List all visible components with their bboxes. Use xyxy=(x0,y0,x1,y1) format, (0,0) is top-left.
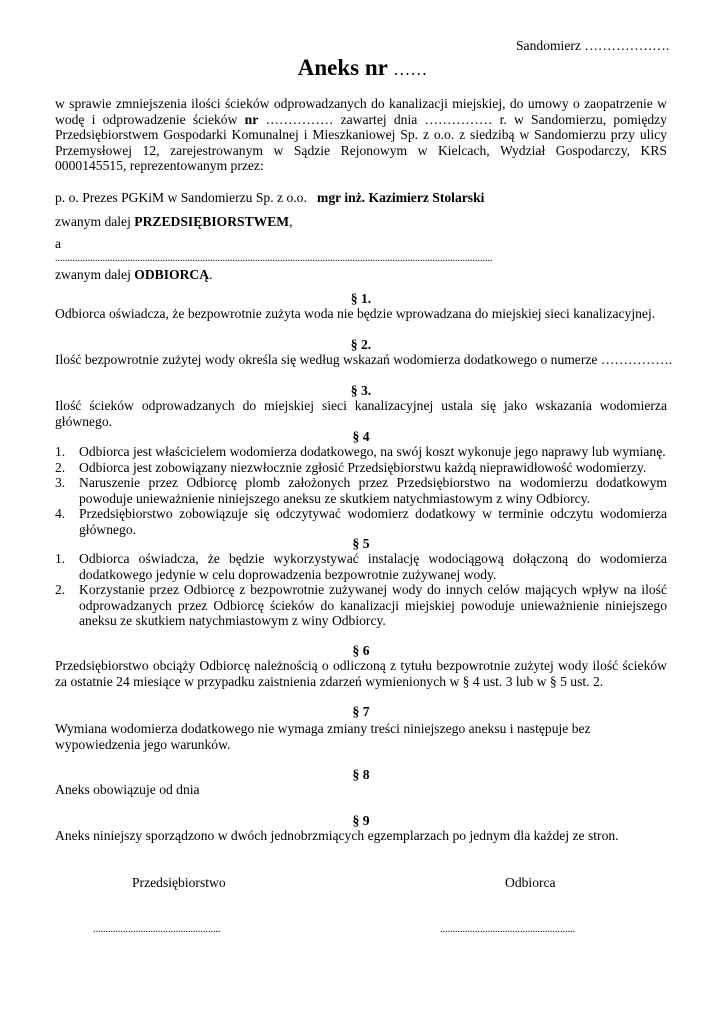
section-4-list xyxy=(55,444,667,538)
representative-role: p. o. Prezes PGKiM w Sandomierzu Sp. z o.o. xyxy=(55,190,307,205)
section-1-heading: § 1. xyxy=(350,291,372,306)
list-item xyxy=(55,460,667,476)
section-5-list xyxy=(55,551,667,629)
list-item-text: Korzystanie przez Odbiorcę z bezpowrotnie zużywanej wody do innych celów mających wpływ na ilość odprowadzanych przez Odbiorcę ścieków do kanalizacji miejskiej powoduje unieważnienie niniejszego aneksu ze skutkiem natychmiastowym z winy Odbiorcy. xyxy=(79,582,667,629)
signature-line-right: ...................................................... xyxy=(440,924,575,935)
list-item xyxy=(55,444,667,460)
party1-suffix: , xyxy=(289,214,293,229)
list-item-text: Przedsiębiorstwo zobowiązuje się odczytywać wodomierz dodatkowy w terminie odczytu wodomierza głównego. xyxy=(79,506,667,537)
section-2-heading: § 2. xyxy=(350,337,372,352)
list-item-number: 4. xyxy=(55,506,66,522)
title-number-blank: …… xyxy=(393,60,428,79)
section-6-text: Przedsiębiorstwo obciąży Odbiorcę należnością o odliczoną z tytułu bezpowrotnie zużytej wody ilość ścieków za ostatnie 24 miesiące w przypadku zaistnienia zdarzeń wymienionych w § 4 ust. 3 lub w § 5 ust. 2. xyxy=(55,658,667,689)
party2-line xyxy=(55,267,667,283)
list-item-text: Naruszenie przez Odbiorcę plomb założonych przez Przedsiębiorstwo na wodomierzu dodatkowym powoduje unieważnienie niniejszego aneksu ze skutkiem natychmiastowym z winy Odbiorcy. xyxy=(79,475,667,506)
representative-name: mgr inż. Kazimierz Stolarski xyxy=(317,190,485,205)
section-3-text: Ilość ścieków odprowadzanych do miejskiej sieci kanalizacyjnej ustala się jako wskazania wodomierza głównego. xyxy=(55,398,667,429)
party2-suffix: . xyxy=(209,267,213,282)
intro-part2: …………… zawartej dnia …………… r. w Sandomierzu, pomiędzy Przedsiębiorstwem Gospodarki Komunalnej i Mieszkaniowej Sp. z o.o. z siedzibą w Sandomierzu przy ulicy Przemysłowej 12, zarejestrowanym w Sądzie Rejonowym w Kielcach, Wydział Gospodarczy, KRS 0000145515, reprezentowanym przez: xyxy=(55,111,667,174)
list-item-number: 1. xyxy=(55,551,66,566)
section-1-text: Odbiorca oświadcza, że bezpowrotnie zużyta woda nie będzie wprowadzana do miejskiej sieci kanalizacyjnej. xyxy=(55,306,656,321)
title-text: Aneks nr xyxy=(297,55,388,80)
party2-prefix: zwanym dalej xyxy=(55,267,135,282)
place-date: Sandomierz ………………. xyxy=(516,38,670,53)
section-7-heading: § 7 xyxy=(352,704,370,719)
list-item-text: Odbiorca jest właścicielem wodomierza dodatkowego, na swój koszt wykonuje jego naprawy lub wymianę. xyxy=(79,444,666,459)
list-item-number: 3. xyxy=(55,475,66,491)
list-item-number: 1. xyxy=(55,444,66,459)
section-8-text: Aneks obowiązuje od dnia xyxy=(55,782,200,797)
party2-name: ODBIORCĄ xyxy=(134,267,210,282)
section-9-heading: § 9 xyxy=(352,813,370,828)
section-5-heading: § 5 xyxy=(352,536,370,551)
list-item-text: Odbiorca oświadcza, że będzie wykorzystywać instalację wodociągową dołączoną do wodomierza dodatkowego jedynie w celu doprowadzenia bezpowrotnie zużywanej wody. xyxy=(79,551,667,582)
intro-part1: w sprawie zmniejszenia ilości ścieków odprowadzanych do kanalizacji miejskiej, do umowy o zaopatrzenie w wodę i odprowadzenie ścieków xyxy=(55,96,667,127)
section-8-heading: § 8 xyxy=(352,767,370,782)
signature-label-right: Odbiorca xyxy=(505,875,556,890)
section-3-heading: § 3. xyxy=(350,383,372,398)
signature-line-left: ................................................... xyxy=(93,924,221,935)
signature-label-left: Przedsiębiorstwo xyxy=(132,875,226,890)
list-item xyxy=(55,551,667,582)
section-4-heading: § 4 xyxy=(352,429,370,444)
list-item xyxy=(55,506,667,537)
document-title xyxy=(0,54,725,84)
party1-prefix: zwanym dalej xyxy=(55,214,135,229)
list-item-text: Odbiorca jest zobowiązany niezwłocznie zgłosić Przedsiębiorstwu każdą nieprawidłowość wodomierzy. xyxy=(79,459,647,475)
conjunction: a xyxy=(55,236,62,251)
list-item xyxy=(55,475,667,506)
list-item-number: 2. xyxy=(55,582,66,598)
section-6-heading: § 6 xyxy=(352,643,370,658)
intro-nr: nr xyxy=(244,111,259,127)
party1-name: PRZEDSIĘBIORSTWEM xyxy=(134,214,290,229)
section-9-text: Aneks niniejszy sporządzono w dwóch jednobrzmiących egzemplarzach po jednym dla każdej ze stron. xyxy=(55,828,619,843)
section-7-text: Wymiana wodomierza dodatkowego nie wymaga zmiany treści niniejszego aneksu i następuje bez wypowiedzenia jego warunków. xyxy=(55,721,591,752)
list-item xyxy=(55,582,667,629)
intro-paragraph xyxy=(55,96,667,174)
section-2-text: Ilość bezpowrotnie zużytej wody określa się według wskazań wodomierza dodatkowego o numerze ……………. xyxy=(55,352,673,367)
odbiorca-name-dotted-line: ............................................................................................................................................................................... xyxy=(55,254,493,264)
representative-line xyxy=(55,190,667,206)
list-item-number: 2. xyxy=(55,459,66,475)
party1-line xyxy=(55,214,667,230)
